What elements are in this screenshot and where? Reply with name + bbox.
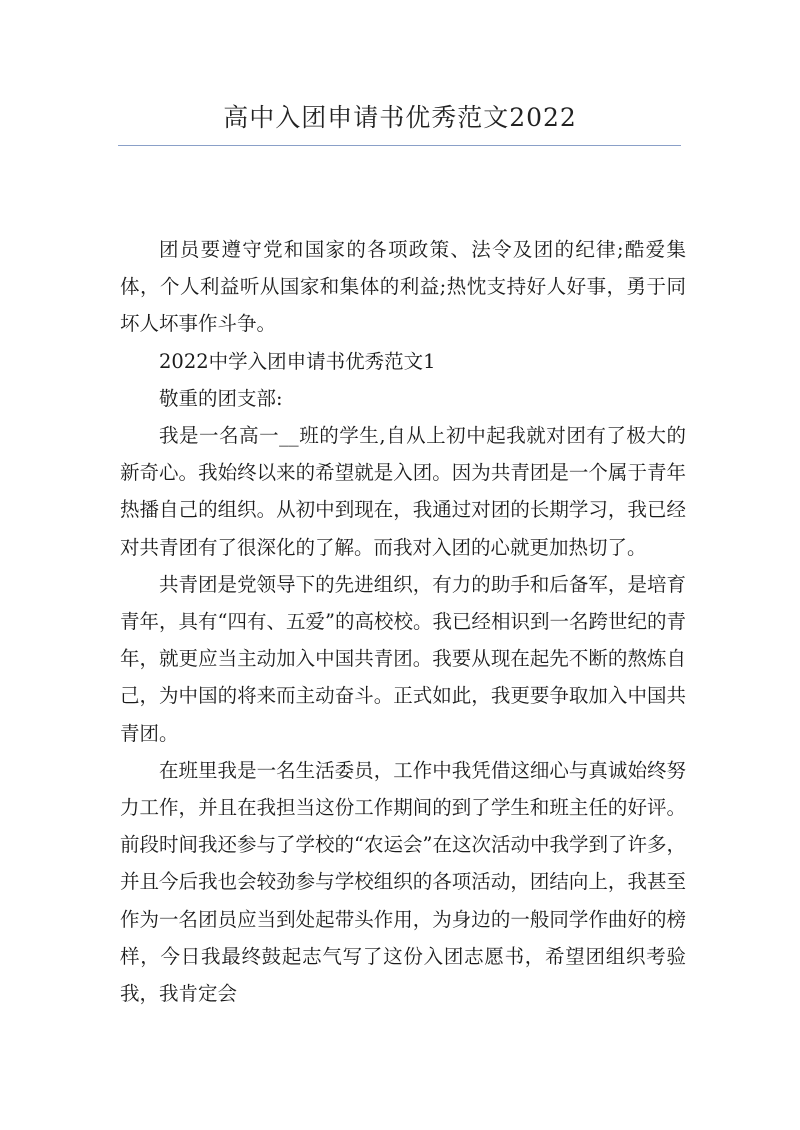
document-title: 高中入团申请书优秀范文2022 — [223, 103, 577, 132]
paragraph-body-3: 在班里我是一名生活委员，工作中我凭借这细心与真诚始终努力工作，并且在我担当这份工作期间的到了学生和班主任的好评。前段时间我还参与了学校的“农运会”在这次活动中我学到了许多，并且今后我也会较劲参与学校组织的各项活动，团结向上，我甚至作为一名团员应当到处起带头作用，为身边的一般同学作曲好的榜样，今日我最终鼓起志气写了这份入团志愿书，希望团组织考验我，我肯定会 — [120, 758, 686, 1006]
paragraph-body-1: 我是一名高一__班的学生,自从上初中起我就对团有了极大的新奇心。我始终以来的希望就是入团。因为共青团是一个属于青年热播自己的组织。从初中到现在，我通过对团的长期学习，我已经对共青团有了很深化的了解。而我对入团的心就更加热切了。 — [120, 424, 686, 559]
paragraph-body-2: 共青团是党领导下的先进组织，有力的助手和后备军，是培育青年，具有“四有、五爱”的高校校。我已经相识到一名跨世纪的青年，就更应当主动加入中国共青团。我要从现在起先不断的熬炼自己，为中国的将来而主动奋斗。正式如此，我更要争取加入中国共青团。 — [120, 572, 686, 745]
document-body — [120, 231, 686, 1012]
paragraph-salutation: 敬重的团支部: — [159, 386, 283, 410]
paragraph-intro: 团员要遵守党和国家的各项政策、法令及团的纪律;酷爱集体，个人利益听从国家和集体的利益;热忱支持好人好事，勇于同坏人坏事作斗争。 — [120, 238, 686, 336]
title-underline — [118, 145, 681, 146]
paragraph-heading: 2022中学入团申请书优秀范文1 — [159, 349, 436, 373]
